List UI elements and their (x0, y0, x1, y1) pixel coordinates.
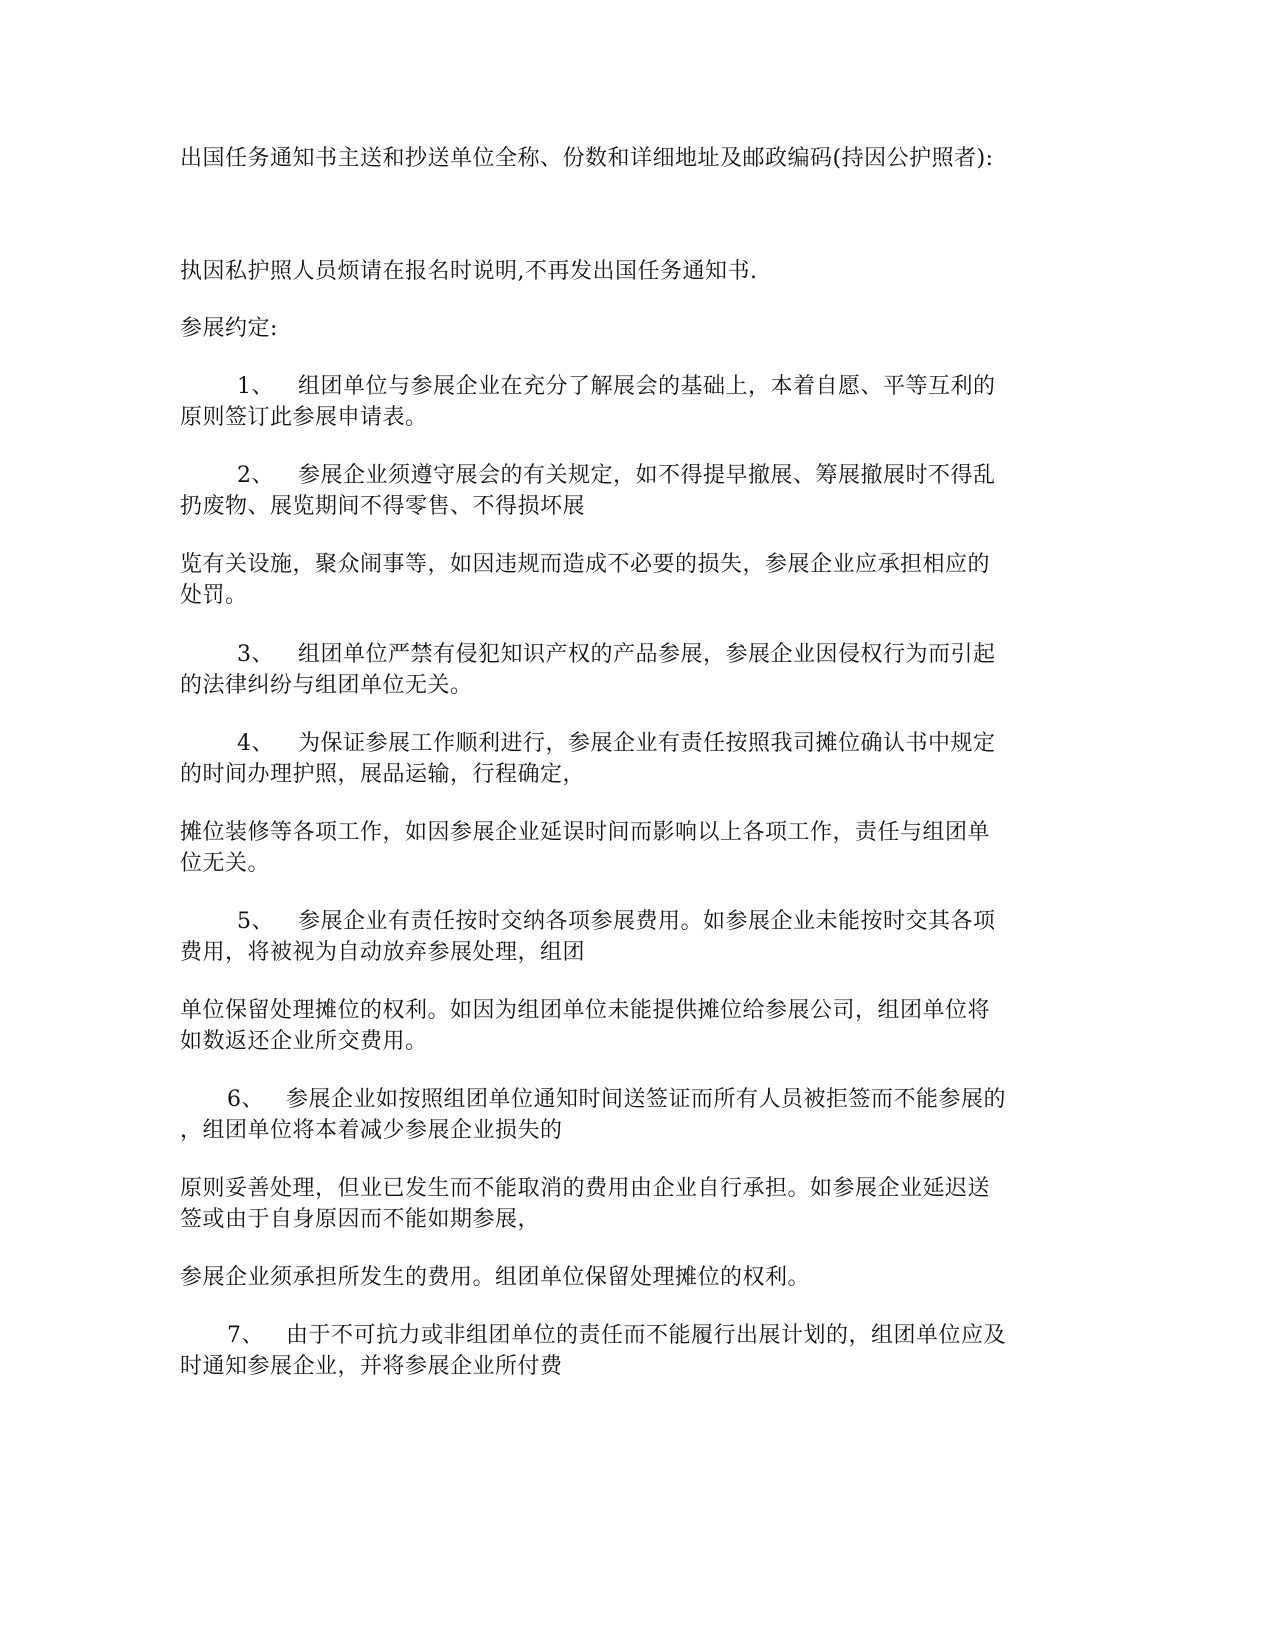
clause-number: 2、 (237, 463, 274, 488)
clause-text: 原则妥善处理，但业已发生而不能取消的费用由企业自行承担。如参展企业延迟送 (180, 1176, 991, 1201)
clause-text: 原则签订此参展申请表。 (180, 405, 428, 430)
clause-number: 6、 (227, 1087, 264, 1112)
private-passport-note: 执因私护照人员烦请在报名时说明,不再发出国任务通知书. (180, 259, 758, 284)
clause-text: 由于不可抗力或非组团单位的责任而不能履行出展计划的，组团单位应及 (286, 1323, 1007, 1348)
clause-number: 4、 (237, 731, 274, 756)
clause-4-first-line (237, 728, 996, 759)
section-title: 参展约定: (180, 316, 278, 341)
clause-text: 的法律纠纷与组团单位无关。 (180, 673, 473, 698)
clause-text: 时通知参展企业，并将参展企业所付费 (180, 1354, 563, 1379)
clause-text: 的时间办理护照，展品运输，行程确定， (180, 762, 586, 787)
clause-number: 5、 (237, 909, 274, 934)
clause-7-first-line (227, 1320, 1006, 1351)
clause-number: 1、 (237, 374, 274, 399)
clause-text: 参展企业须遵守展会的有关规定，如不得提早撤展、筹展撤展时不得乱 (298, 463, 996, 488)
clause-text: 处罚。 (180, 583, 248, 608)
clause-text: 如数返还企业所交费用。 (180, 1029, 428, 1054)
clause-5-first-line (237, 906, 996, 937)
clause-text: 扔废物、展览期间不得零售、不得损坏展 (180, 494, 586, 519)
clause-text: 参展企业如按照组团单位通知时间送签证而所有人员被拒签而不能参展的 (286, 1087, 1007, 1112)
clause-text: 览有关设施，聚众闹事等，如因违规而造成不必要的损失，参展企业应承担相应的 (180, 552, 991, 577)
clause-text: 签或由于自身原因而不能如期参展， (180, 1207, 541, 1232)
clause-2-first-line (237, 460, 996, 491)
clause-text: 费用，将被视为自动放弃参展处理，组团 (180, 940, 586, 965)
clause-text: 为保证参展工作顺利进行，参展企业有责任按照我司摊位确认书中规定 (298, 731, 996, 756)
intro-line: 出国任务通知书主送和抄送单位全称、份数和详细地址及邮政编码(持因公护照者): (180, 146, 994, 171)
clause-6-first-line (227, 1084, 1006, 1115)
clause-text: 摊位装修等各项工作，如因参展企业延误时间而影响以上各项工作，责任与组团单 (180, 820, 991, 845)
clause-3-first-line (237, 639, 996, 670)
clause-number: 7、 (227, 1323, 264, 1348)
clause-text: 组团单位与参展企业在充分了解展会的基础上，本着自愿、平等互利的 (298, 374, 996, 399)
clause-text: 参展企业有责任按时交纳各项参展费用。如参展企业未能按时交其各项 (298, 909, 996, 934)
clause-text: 单位保留处理摊位的权利。如因为组团单位未能提供摊位给参展公司，组团单位将 (180, 998, 991, 1023)
clause-text: 组团单位严禁有侵犯知识产权的产品参展，参展企业因侵权行为而引起 (298, 642, 996, 667)
clause-1-first-line (237, 371, 996, 402)
clause-text: 位无关。 (180, 851, 271, 876)
clause-number: 3、 (237, 642, 274, 667)
clause-text: 参展企业须承担所发生的费用。组团单位保留处理摊位的权利。 (180, 1265, 811, 1290)
clause-text: ，组团单位将本着减少参展企业损失的 (180, 1118, 563, 1143)
